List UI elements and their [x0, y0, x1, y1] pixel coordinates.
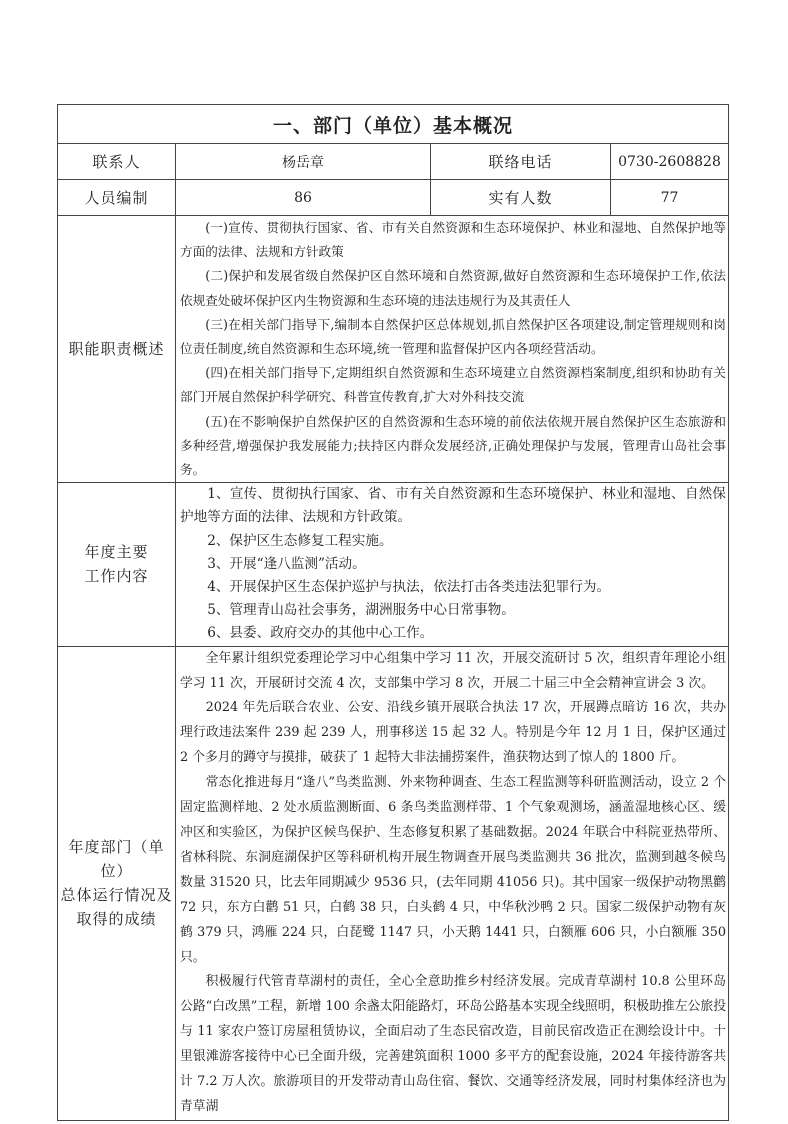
phone-value: 0730-2608828	[611, 144, 729, 180]
annual-work-content	[176, 483, 729, 646]
work-item: 5、管理青山岛社会事务，湖洲服务中心日常事物。	[207, 602, 515, 619]
actual-staff-label: 实有人数	[431, 180, 611, 216]
contact-label: 联系人	[58, 144, 176, 180]
result-paragraph: 2024 年先后联合农业、公安、沿线乡镇开展联合执法 17 次，开展蹲点暗访 16 次，共办理行政违法案件 239 起 239 人，刑事移送 15 起 32 人。特别是今年 12 月 1 日，保护区通过 2 个多月的蹲守与摸排，破获了 1 起特大非法捕捞案件，渔获物达到了惊人的 1800 斤。	[180, 700, 727, 766]
work-item: 6、县委、政府交办的其他中心工作。	[207, 625, 434, 642]
section-title: 一、部门（单位）基本概况	[58, 105, 729, 144]
duties-content	[176, 216, 729, 483]
label-line: 工作内容	[84, 567, 149, 586]
annual-work-label	[58, 483, 176, 646]
basic-info-table	[57, 104, 729, 1121]
phone-label: 联络电话	[431, 144, 611, 180]
duty-paragraph: (二)保护和发展省级自然保护区自然环境和自然资源,做好自然资源和生态环境保护工作,依法依规查处破坏保护区内生物资源和生态环境的违法违规行为及其责任人	[180, 268, 727, 308]
staff-label: 人员编制	[58, 180, 176, 216]
result-paragraph: 常态化推进每月“逢八”鸟类监测、外来物种调查、生态工程监测等科研监测活动，设立 2 个固定监测样地、2 处水质监测断面、6 条鸟类监测样带、1 个气象观测场，涵盖湿地核心区、缓冲区和实验区，为保护区候鸟保护、生态修复积累了基础数据。2024 年联合中科院亚热带所、省林科院、东洞庭湖保护区等科研机构开展生物调查开展鸟类监测共 36 批次，监测到越冬候鸟数量 31520 只，比去年同期减少 9536 只，(去年同期 41056 只)。其中国家一级保护动物黑鹳 72 只，东方白鹳 51 只，白鹤 38 只，白头鹤 4 只，中华秋沙鸭 2 只。国家二级保护动物有灰鹤 379 只，鸿雁 224 只，白琵鹭 1147 只，小天鹅 1441 只，白额雁 606 只，小白额雁 350 只。	[180, 775, 727, 965]
actual-staff-value: 77	[611, 180, 729, 216]
result-paragraph: 积极履行代管青草湖村的责任，全心全意助推乡村经济发展。完成青草湖村 10.8 公里环岛公路“白改黑”工程，新增 100 余盏太阳能路灯，环岛公路基本实现全线照明，积极助推左公旅投与 11 家农户签订房屋租赁协议，全面启动了生态民宿改造，目前民宿改造正在测绘设计中。十里银滩游客接待中心已全面升级，完善建筑面积 1000 多平方的配套设施，2024 年接待游客共计 7.2 万人次。旅游项目的开发带动青山岛住宿、餐饮、交通等经济发展，同时村集体经济也为青草湖	[180, 974, 727, 1114]
results-content	[176, 646, 729, 1120]
work-item: 1、宣传、贯彻执行国家、省、市有关自然资源和生态环境保护、林业和湿地、自然保护地等方面的法律、法规和方针政策。	[180, 486, 727, 526]
duties-label: 职能职责概述	[58, 216, 176, 483]
staff-value: 86	[176, 180, 431, 216]
label-line: 年度主要	[84, 543, 149, 562]
contact-value: 杨岳章	[176, 144, 431, 180]
label-line: 取得的成绩	[76, 910, 157, 929]
duty-paragraph: (三)在相关部门指导下,编制本自然保护区总体规划,抓自然保护区各项建设,制定管理规则和岗位责任制度,统自然资源和生态环境,统一管理和监督保护区内各项经营活动。	[180, 316, 727, 357]
work-item: 3、开展“逢八监测”活动。	[207, 555, 366, 572]
duty-paragraph: (五)在不影响保护自然保护区的自然资源和生态环境的前依法依规开展自然保护区生态旅游和多种经营,增强保护我发展能力;扶持区内群众发展经济,正确处理保护与发展，管理青山岛社会事务。	[180, 413, 727, 478]
work-item: 4、开展保护区生态保护巡护与执法，依法打击各类违法犯罪行为。	[207, 579, 611, 596]
label-line: 总体运行情况及	[60, 886, 173, 905]
duty-paragraph: (一)宣传、贯彻执行国家、省、市有关自然资源和生态环境保护、林业和湿地、自然保护地等方面的法律、法规和方针政策	[180, 220, 727, 260]
label-line: 年度部门（单位）	[68, 838, 165, 881]
work-item: 2、保护区生态修复工程实施。	[207, 532, 393, 549]
duty-paragraph: (四)在相关部门指导下,定期组织自然资源和生态环境建立自然资源档案制度,组织和协助有关部门开展自然保护科学研究、科普宣传教育,扩大对外科技交流	[180, 365, 727, 405]
result-paragraph: 全年累计组织党委理论学习中心组集中学习 11 次，开展交流研讨 5 次，组织青年理论小组学习 11 次，开展研讨交流 4 次，支部集中学习 8 次，开展二十届三中全会精神宣讲会 3 次。	[180, 650, 727, 691]
results-label	[58, 646, 176, 1120]
